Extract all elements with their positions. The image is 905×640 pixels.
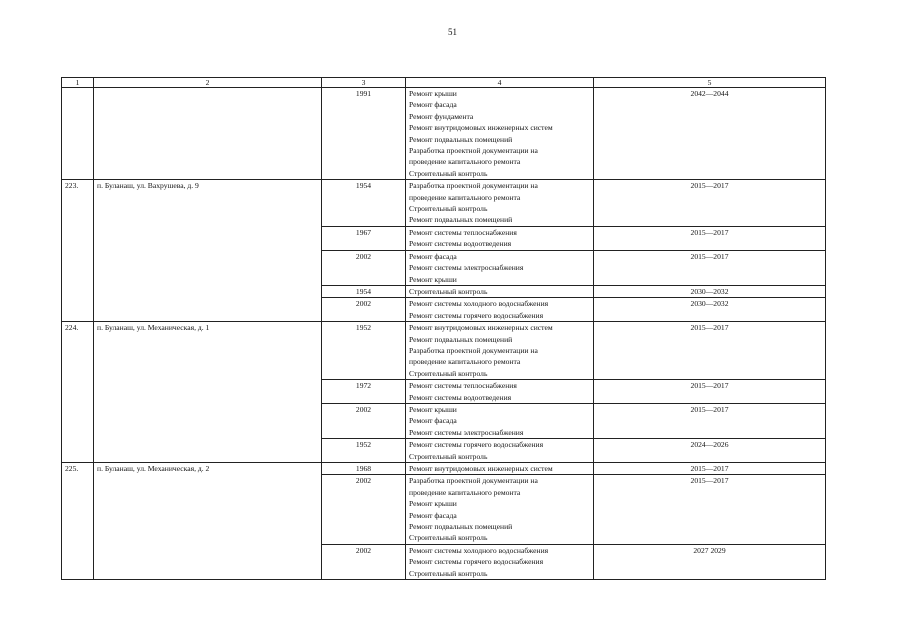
works-list xyxy=(406,285,594,297)
column-number: 1 xyxy=(62,78,94,88)
works-list xyxy=(406,544,594,579)
entry-number: 224. xyxy=(62,322,94,463)
build-year: 1954 xyxy=(322,180,406,227)
entry-address xyxy=(94,88,322,180)
repair-period: 2015—2017 xyxy=(594,403,826,438)
work-item: Ремонт крыши xyxy=(409,404,457,414)
build-year: 2002 xyxy=(322,403,406,438)
capital-repair-table xyxy=(61,77,826,580)
repair-period: 2030—2032 xyxy=(594,298,826,322)
column-number: 2 xyxy=(94,78,322,88)
work-item: Ремонт системы горячего водоснабжения xyxy=(409,310,544,320)
work-item: Ремонт системы электроснабжения xyxy=(409,263,524,273)
work-item: Ремонт подвальных помещений xyxy=(409,334,513,344)
work-item: Разработка проектной документации на xyxy=(409,476,538,486)
column-number-row xyxy=(62,78,826,88)
entry-address: п. Буланаш, ул. Механическая, д. 2 xyxy=(94,463,322,580)
work-item: Ремонт крыши xyxy=(409,499,457,509)
repair-period: 2015—2017 xyxy=(594,475,826,544)
build-year: 1991 xyxy=(322,88,406,180)
entry-address: п. Буланаш, ул. Механическая, д. 1 xyxy=(94,322,322,463)
work-item: Ремонт фасада xyxy=(409,251,457,261)
works-list xyxy=(406,322,594,380)
work-item: Ремонт системы горячего водоснабжения xyxy=(409,557,544,567)
build-year: 2002 xyxy=(322,475,406,544)
work-item: Ремонт системы водоотведения xyxy=(409,392,512,402)
table-row xyxy=(62,180,826,227)
repair-period: 2024—2026 xyxy=(594,439,826,463)
work-item: Строительный контроль xyxy=(409,168,488,178)
work-item: Ремонт системы горячего водоснабжения xyxy=(409,440,544,450)
work-item: Строительный контроль xyxy=(409,286,488,296)
work-item: проведение капитального ремонта xyxy=(409,192,521,202)
repair-period: 2015—2017 xyxy=(594,463,826,475)
repair-period: 2015—2017 xyxy=(594,322,826,380)
build-year: 2002 xyxy=(322,544,406,579)
work-item: проведение капитального ремонта xyxy=(409,157,521,167)
repair-period: 2030—2032 xyxy=(594,285,826,297)
work-item: Ремонт системы электроснабжения xyxy=(409,427,524,437)
work-item: Ремонт фундамента xyxy=(409,111,474,121)
build-year: 2002 xyxy=(322,298,406,322)
work-item: Разработка проектной документации на xyxy=(409,181,538,191)
work-item: Ремонт крыши xyxy=(409,274,457,284)
works-list xyxy=(406,88,594,180)
work-item: Строительный контроль xyxy=(409,204,488,214)
entry-address: п. Буланаш, ул. Вахрушева, д. 9 xyxy=(94,180,322,322)
build-year: 1954 xyxy=(322,285,406,297)
works-list xyxy=(406,380,594,404)
work-item: Ремонт подвальных помещений xyxy=(409,134,513,144)
build-year: 2002 xyxy=(322,250,406,285)
build-year: 1967 xyxy=(322,226,406,250)
works-list xyxy=(406,403,594,438)
work-item: Строительный контроль xyxy=(409,451,488,461)
page-number: 51 xyxy=(448,27,457,37)
table-row xyxy=(62,463,826,475)
work-item: Ремонт системы холодного водоснабжения xyxy=(409,545,549,555)
work-item: Ремонт системы холодного водоснабжения xyxy=(409,299,549,309)
build-year: 1952 xyxy=(322,322,406,380)
repair-period: 2015—2017 xyxy=(594,250,826,285)
work-item: Строительный контроль xyxy=(409,533,488,543)
entry-number: 225. xyxy=(62,463,94,580)
column-number: 3 xyxy=(322,78,406,88)
work-item: Ремонт фасада xyxy=(409,100,457,110)
work-item: проведение капитального ремонта xyxy=(409,487,521,497)
work-item: Строительный контроль xyxy=(409,568,488,578)
table-row xyxy=(62,88,826,180)
repair-period: 2015—2017 xyxy=(594,226,826,250)
table-row xyxy=(62,322,826,380)
repair-period: 2027 2029 xyxy=(594,544,826,579)
works-list xyxy=(406,298,594,322)
work-item: Ремонт крыши xyxy=(409,89,457,98)
column-number: 5 xyxy=(594,78,826,88)
build-year: 1972 xyxy=(322,380,406,404)
work-item: Ремонт системы теплоснабжения xyxy=(409,227,517,237)
work-item: Ремонт системы водоотведения xyxy=(409,239,512,249)
works-list xyxy=(406,250,594,285)
build-year: 1968 xyxy=(322,463,406,475)
entry-number: 223. xyxy=(62,180,94,322)
work-item: Ремонт фасада xyxy=(409,510,457,520)
work-item: проведение капитального ремонта xyxy=(409,357,521,367)
work-item: Разработка проектной документации на xyxy=(409,146,538,156)
work-item: Строительный контроль xyxy=(409,368,488,378)
work-item: Ремонт фасада xyxy=(409,416,457,426)
work-item: Разработка проектной документации на xyxy=(409,345,538,355)
works-list xyxy=(406,463,594,475)
works-list xyxy=(406,180,594,227)
column-number: 4 xyxy=(406,78,594,88)
repair-period: 2015—2017 xyxy=(594,380,826,404)
works-list xyxy=(406,439,594,463)
work-item: Ремонт подвальных помещений xyxy=(409,215,513,225)
work-item: Ремонт подвальных помещений xyxy=(409,522,513,532)
repair-period: 2015—2017 xyxy=(594,180,826,227)
build-year: 1952 xyxy=(322,439,406,463)
entry-number xyxy=(62,88,94,180)
work-item: Ремонт внутридомовых инженерных систем xyxy=(409,464,553,473)
works-list xyxy=(406,475,594,544)
works-list xyxy=(406,226,594,250)
work-item: Ремонт внутридомовых инженерных систем xyxy=(409,323,553,333)
work-item: Ремонт внутридомовых инженерных систем xyxy=(409,123,553,133)
work-item: Ремонт системы теплоснабжения xyxy=(409,381,517,391)
repair-period: 2042—2044 xyxy=(594,88,826,180)
